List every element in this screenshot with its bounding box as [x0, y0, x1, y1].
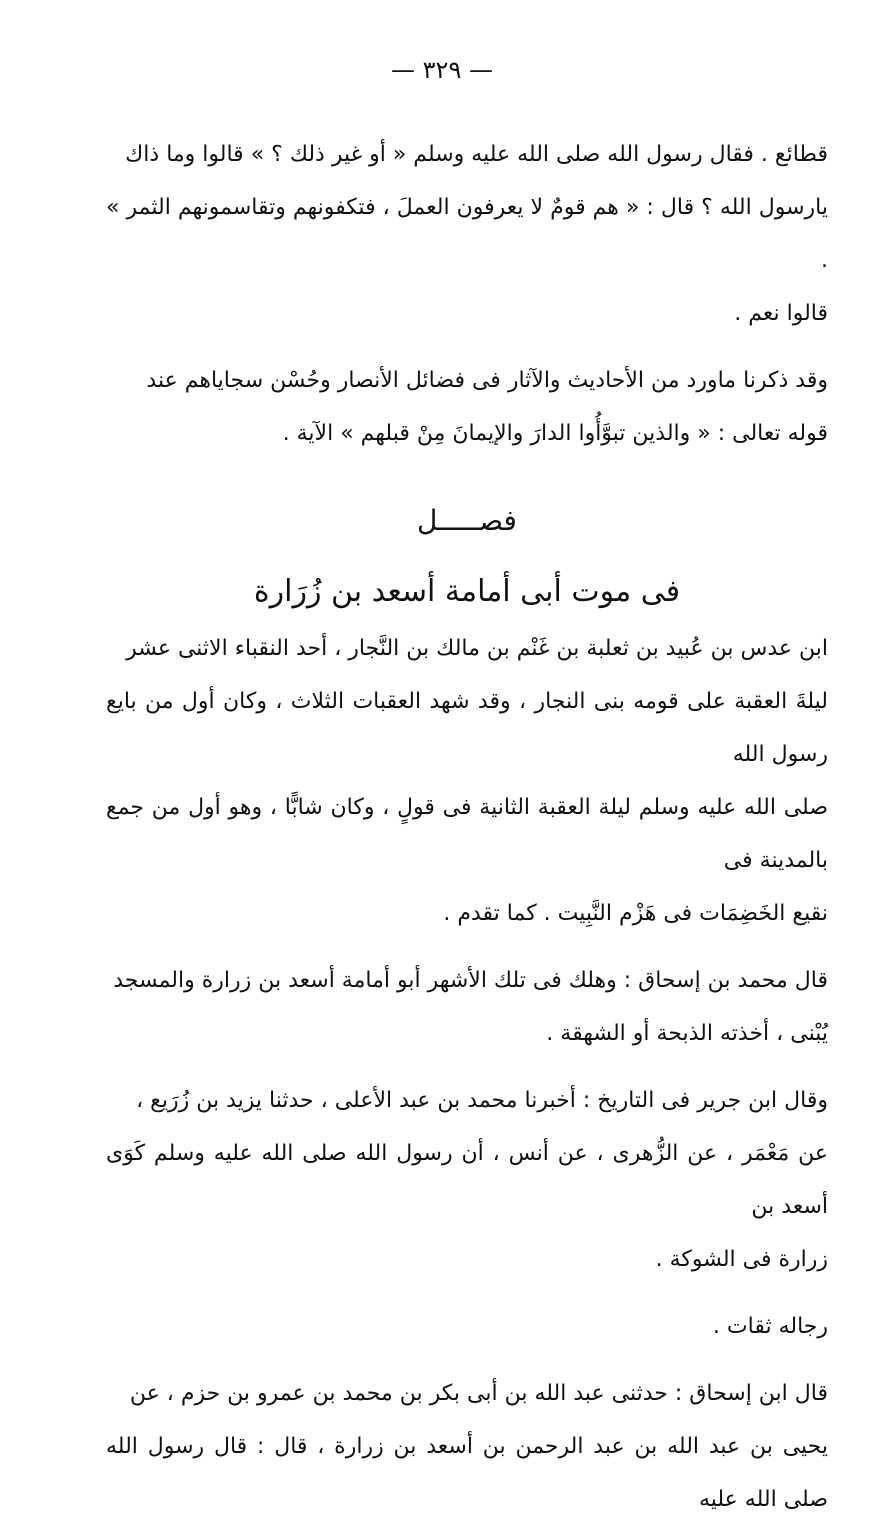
top-paragraphs	[106, 128, 828, 460]
page-body	[106, 128, 828, 1540]
text-line: وقال ابن جرير فى التاريخ : أخبرنا محمد بن عبد الأعلى ، حدثنا يزيد بن زُرَيع ،	[136, 1088, 828, 1113]
text-line: ابن عدس بن عُبيد بن ثعلبة بن غَنْم بن مالك بن النَّجار ، أحد النقباء الاثنى عشر	[126, 636, 828, 661]
text-line: ليلةَ العقبة على قومه بنى النجار ، وقد شهد العقبات الثلاث ، وكان أول من بايع رسول الله	[106, 689, 828, 767]
text-line: قطائع . فقال رسول الله صلى الله عليه وسلم « أو غير ذلك ؟ » قالوا وما ذاك	[125, 142, 828, 167]
text-line: عن مَعْمَر ، عن الزُّهرى ، عن أنس ، أن رسول الله صلى الله عليه وسلم كَوَى أسعد بن	[106, 1141, 828, 1219]
text-line: صلى الله عليه وسلم ليلة العقبة الثانية فى قولٍ ، وكان شابًّا ، وهو أول من جمع بالمدينة فى	[106, 795, 828, 873]
text-line: نقيع الخَضِمَات فى هَزْم النَّبِيت . كما تقدم .	[443, 901, 828, 926]
text-line: قوله تعالى : « والذين تبوَّأُوا الدارَ والإيمانَ مِنْ قبلهم » الآية .	[282, 421, 828, 446]
text-line: يحيى بن عبد الله بن عبد الرحمن بن أسعد بن زرارة ، قال : قال رسول الله صلى الله عليه	[106, 1434, 828, 1512]
paragraph	[106, 954, 828, 1060]
text-line: وقد ذكرنا ماورد من الأحاديث والآثار فى فضائل الأنصار وحُسْن سجاياهم عند	[146, 368, 828, 393]
text-line: رجاله ثقات .	[712, 1314, 828, 1339]
text-line: قال ابن إسحاق : حدثنى عبد الله بن أبى بكر بن محمد بن عمرو بن حزم ، عن	[129, 1381, 828, 1406]
paragraph	[106, 1300, 828, 1353]
bottom-paragraphs	[106, 622, 828, 1526]
text-line: قالوا نعم .	[734, 301, 828, 326]
text-line: زرارة فى الشوكة .	[655, 1247, 828, 1272]
paragraph	[106, 1074, 828, 1286]
paragraph	[106, 354, 828, 460]
text-line: يارسول الله ؟ قال : « هم قومٌ لا يعرفون العملَ ، فتكفونهم وتقاسمونهم الثمر » .	[106, 195, 828, 273]
paragraph	[106, 1367, 828, 1526]
text-line: قال محمد بن إسحاق : وهلك فى تلك الأشهر أبو أمامة أسعد بن زرارة والمسجد	[113, 968, 828, 993]
text-line: يُبْنى ، أخذته الذبحة أو الشهقة .	[546, 1021, 828, 1046]
paragraph	[106, 622, 828, 940]
paragraph	[106, 128, 828, 340]
chapter-heading: فى موت أبى أمامة أسعد بن زُرَارة	[253, 574, 681, 609]
page-number: — ٣٢٩ —	[391, 56, 493, 84]
section-heading: فصـــــل	[417, 504, 517, 537]
